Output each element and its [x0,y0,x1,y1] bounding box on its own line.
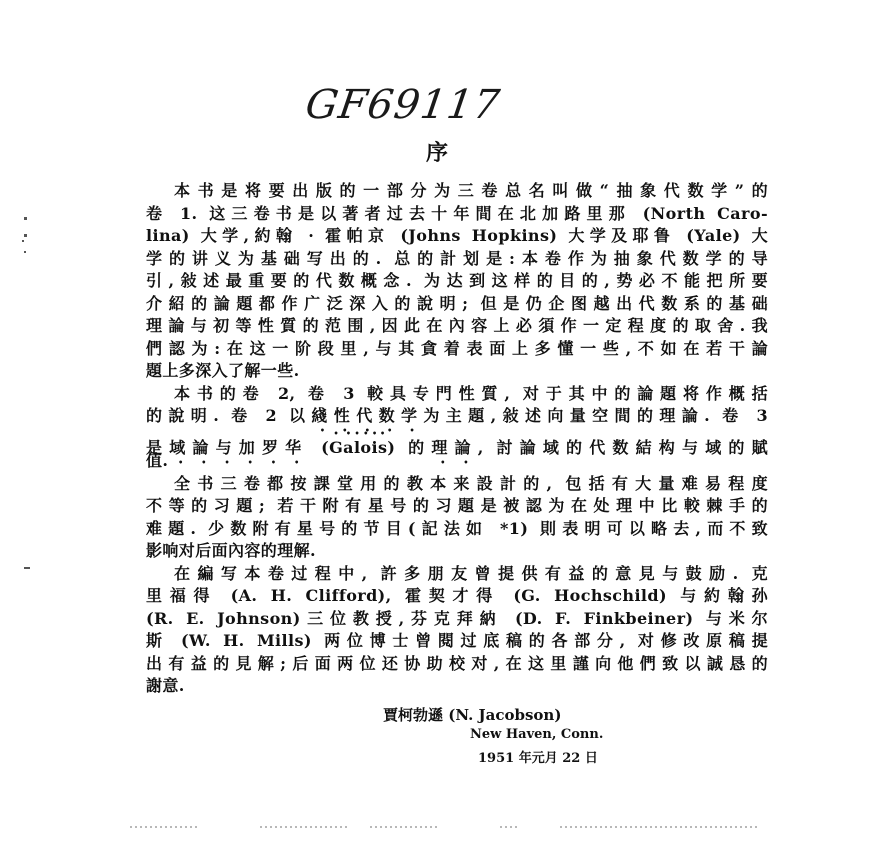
text-line: 在編写本卷过程中, 許多朋友曾提供有益的意見与鼓励. 克 [174,563,768,583]
text-line-emphasis: 是域論与加罗华 (Galois) 的理論, 討論域的代数結构与域的賦 [146,437,768,457]
text-line: 本书的卷 2, 卷 3 較具专門性質, 对于其中的論題将作概括 [174,383,768,403]
text-line: 本书是将要出版的一部分为三卷总名叫做“抽象代数学”的 [174,181,768,200]
signature-date: 1951 年元月 22 日 [478,751,598,766]
scan-noise [130,826,200,828]
text-line: 謝意. [146,676,185,695]
emphasized-term: Galois [329,437,388,457]
text-line: 斯 (W. H. Mills) 两位博士曾閱过底稿的各部分, 对修改原稿提 [146,631,768,650]
handwritten-call-number: GF69117 [302,82,504,128]
preface-body [146,180,768,698]
text-line: 卷 1. 这三卷书是以著者过去十年間在北加路里那 (North Caro- [146,203,768,223]
page-title: 序 [426,140,451,166]
scan-noise [370,826,440,828]
margin-scan-mark [24,567,30,569]
scan-noise [260,826,350,828]
text-line: 題上多深入了解一些. [146,361,300,380]
emphasized-term: 綫性代数学 [311,406,424,425]
text-line: 出有益的見解;后面两位还协助校对,在这里謹向他們致以誠恳的 [146,653,768,673]
emphasized-term: 理論 [431,437,478,457]
text-line-emphasis: 的說明. 卷 2 以綫性代数学为主題,敍述向量空間的理論. 卷 3 [146,406,768,425]
scan-noise [560,826,760,828]
paragraph-1 [146,180,768,383]
paragraph-4 [146,563,768,698]
paragraph-3 [146,473,768,563]
text-line: (R. E. Johnson)三位教授,芬克拜納 (D. F. Finkbeiner) 与米尔 [146,608,768,628]
signature-place: New Haven, Conn. [470,727,604,742]
text-line: 学的讲义为基础写出的. 总的計划是:本卷作为抽象代数学的导 [146,248,768,268]
text-line: 不等的习題; 若干附有星号的习題是被認为在处理中比較棘手的 [146,496,768,515]
text-line: 理論与初等性質的范围,因此在內容上必須作一定程度的取舍.我 [146,316,768,335]
text-line: lina) 大学,約翰 · 霍帕京 (Johns Hopkins) 大学及耶鲁 (Yale) 大 [146,226,768,245]
text-line: 难題. 少数附有星号的节目(記法如 *1) 則表明可以略去,而不致 [146,518,768,538]
text-line: 里福得 (A. H. Clifford), 霍契才得 (G. Hochschild) 与約翰孙 [146,586,768,605]
text-line: 全书三卷都按課堂用的教本来設計的, 包括有大量难易程度 [174,473,768,493]
margin-scan-mark [24,251,26,253]
text-line: 影响对后面內容的理解. [146,541,316,560]
emphasized-term: 域論与加罗华 [169,437,309,457]
margin-scan-mark [24,217,27,220]
signature-author: 賈柯勃遜 (N. Jacobson) [383,706,562,724]
text-line: 引,敍述最重要的代数概念. 为达到这样的目的,势必不能把所要 [146,271,768,290]
margin-scan-mark [24,234,27,237]
paragraph-2 [146,383,768,473]
text-line: 值. [146,451,169,470]
scan-noise [500,826,520,828]
text-line: 們認为:在这一阶段里,与其貪着表面上多懂一些,不如在若干論 [146,338,768,358]
margin-scan-mark [22,240,24,242]
text-line: 介紹的論題都作广泛深入的說明; 但是仍企图越出代数系的基础 [146,293,768,313]
